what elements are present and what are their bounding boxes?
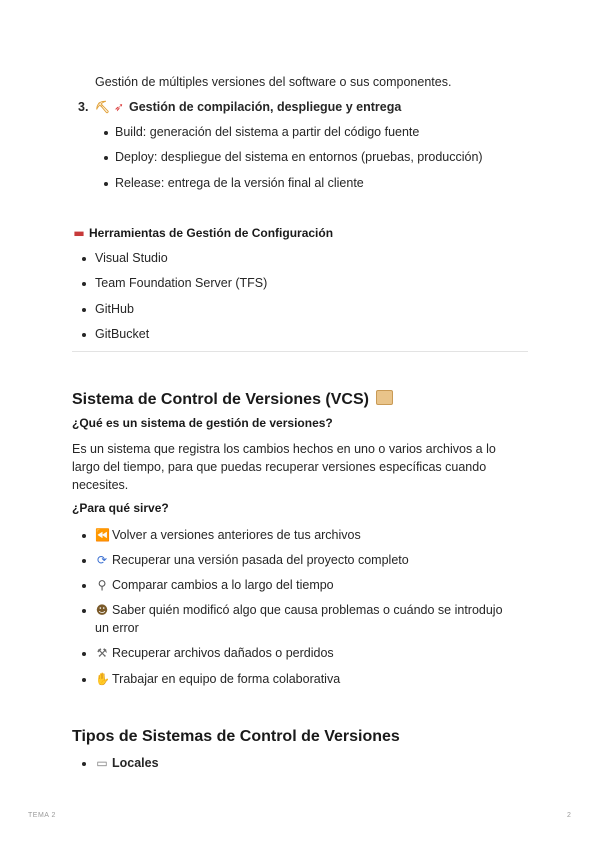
use-item (95, 576, 334, 594)
use-label: Trabajar en equipo de forma colaborativa (112, 672, 341, 686)
bullet-dot (82, 762, 86, 766)
bullet-dot (82, 534, 86, 538)
types-title: Tipos de Sistemas de Control de Versiones (72, 728, 400, 745)
vcs-title-label: Sistema de Control de Versiones (VCS) (72, 391, 369, 408)
footer-page-number: 2 (567, 812, 572, 819)
use-item (95, 670, 340, 688)
types-item-label: Locales (112, 756, 159, 770)
refresh-icon: ⟳ (96, 553, 108, 567)
footer-left: TEMA 2 (28, 812, 56, 819)
tools-icon: ⚒ (96, 646, 108, 660)
folder-icon: ▭ (96, 756, 108, 770)
use-label: Volver a versiones anteriores de tus archivos (112, 528, 361, 542)
vcs-title (72, 390, 393, 409)
handshake-icon: ✋ (95, 672, 110, 686)
detective-icon: ☻ (95, 603, 109, 617)
item3-bullet-2: Deploy: despliegue del sistema en entornos (pruebas, producción) (115, 150, 483, 164)
use-item (95, 526, 361, 544)
bullet-dot (82, 282, 86, 286)
use-item (95, 601, 503, 619)
bullet-dot (104, 182, 108, 186)
intro-line: Gestión de múltiples versiones del software o sus componentes. (95, 75, 452, 89)
item3-bullet-3: Release: entrega de la versión final al cliente (115, 176, 364, 190)
use-label: Saber quién modificó algo que causa problemas o cuándo se introdujo (112, 603, 503, 617)
box-icon (376, 390, 393, 405)
tools-heading (72, 226, 333, 240)
item3-bullet-1: Build: generación del sistema a partir del código fuente (115, 125, 420, 139)
vcs-answer-line-2: largo del tiempo, para que puedas recuperar versiones específicas cuando (72, 460, 487, 474)
vcs-answer-line-3: necesites. (72, 478, 129, 492)
use-label: Recuperar archivos dañados o perdidos (112, 646, 334, 660)
item3-title: Gestión de compilación, despliegue y entrega (129, 100, 402, 114)
divider (72, 351, 528, 352)
use-item (95, 644, 334, 662)
use-label-continued: un error (95, 621, 139, 635)
vcs-question-1: ¿Qué es un sistema de gestión de versiones? (72, 416, 333, 430)
item3-heading (95, 98, 401, 116)
build-rocket-icon: ⛏ (95, 100, 111, 114)
use-item (95, 551, 409, 569)
bullet-dot (104, 131, 108, 135)
types-item (95, 754, 159, 772)
bullet-dot (82, 308, 86, 312)
use-label: Recuperar una versión pasada del proyecto completo (112, 553, 409, 567)
tools-heading-label: Herramientas de Gestión de Configuración (89, 226, 334, 240)
bullet-dot (82, 652, 86, 656)
tool-item: GitHub (95, 302, 134, 316)
toolbox-icon: ▬ (73, 226, 85, 240)
bullet-dot (82, 257, 86, 261)
bullet-dot (82, 559, 86, 563)
bullet-dot (104, 156, 108, 160)
item3-number: 3. (78, 100, 89, 114)
tool-item: Visual Studio (95, 251, 168, 265)
bullet-dot (82, 333, 86, 337)
bullet-dot (82, 678, 86, 682)
vcs-answer-line-1: Es un sistema que registra los cambios hechos en uno o varios archivos a lo (72, 442, 496, 456)
vcs-question-2: ¿Para qué sirve? (72, 501, 169, 515)
tool-item: Team Foundation Server (TFS) (95, 276, 268, 290)
rocket-icon: ➶ (113, 100, 125, 114)
magnifier-icon: ⚲ (97, 578, 107, 592)
use-label: Comparar cambios a lo largo del tiempo (112, 578, 334, 592)
bullet-dot (82, 609, 86, 613)
tool-item: GitBucket (95, 327, 150, 341)
bullet-dot (82, 584, 86, 588)
rewind-icon: ⏪ (95, 528, 110, 542)
